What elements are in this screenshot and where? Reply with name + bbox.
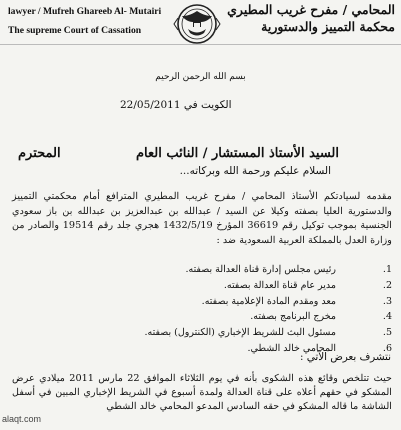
honour-line: نتشرف بعرض الآتي : — [300, 351, 391, 363]
list-item-text: رئيس مجلس إدارة قناة العدالة بصفته. — [185, 264, 336, 275]
list-item-number: 3. — [382, 295, 392, 307]
list-item — [40, 325, 392, 341]
list-item-text: المحامي خالد الشطي. — [247, 342, 336, 354]
intro-paragraph: مقدمه لسيادتكم الأستاذ المحامي / مفرح غريب المطيري المترافع أمام محكمتي التمييز والدستورية العليا بصفته وكيلا عن السيد / عبدالله بن عبدالعزيز بن عبدالله بن باز سعودي الجنسية بموجب توكيل رقم 36619 المؤرخ 1432/5/19 هجري جلد رقم 19514 والصادر من وزارة العدل بالمملكة العربية السعودية ضد : — [12, 191, 392, 247]
list-item-text: معد ومقدم المادة الإعلامية بصفته. — [201, 295, 336, 307]
letterhead-english-name: lawyer / Mufreh Ghareeb Al- Mutairi — [8, 6, 162, 17]
list-item — [40, 262, 392, 278]
letterhead-english-court: The supreme Court of Cassation — [8, 25, 142, 36]
list-item-number: 5. — [382, 327, 392, 339]
letterhead-arabic-name: المحامي / مفرح غريب المطيري — [227, 2, 395, 17]
letterhead-arabic-court: محكمة التمييز والدستورية — [261, 19, 395, 34]
list-item-text: مدير عام قناة العدالة بصفته. — [223, 279, 336, 291]
basmala: بسم الله الرحمن الرحيم — [155, 72, 246, 82]
letter-date: الكويت في 22/05/2011 — [120, 99, 232, 111]
site-watermark: alaqt.com — [2, 414, 42, 424]
list-item-number: 4. — [382, 311, 392, 323]
body-paragraph: حيث تتلخص وقائع هذه الشكوى بأنه في يوم الثلاثاء الموافق 22 مارس 2011 ميلادي عرض المشكو في حقهم أعلاه على قناة العدالة ولمدة أسبوع في الشريط الإخباري المبين في أسفل الشاشة ما قاله المشكو في حقه السادس المدعو المحامي خالد الشطي — [12, 373, 392, 412]
list-item-text: مسئول البث للشريط الإخباري (الكنترول) بصفته. — [144, 327, 336, 339]
list-item-number: 6. — [382, 342, 392, 354]
recipient-honorific: المحترم — [18, 146, 61, 161]
list-item-text: مخرج البرنامج بصفته. — [250, 311, 336, 323]
defendants-list — [40, 262, 392, 357]
list-item — [40, 294, 392, 310]
header-divider — [0, 44, 401, 45]
recipient-title: السيد الأستاذ المستشار / النائب العام — [135, 146, 339, 161]
list-item-number: 2. — [382, 279, 392, 291]
list-item — [40, 278, 392, 294]
greeting: السلام عليكم ورحمة الله وبركاته... — [179, 165, 331, 177]
kuwait-emblem-seal — [172, 2, 222, 46]
list-item — [40, 309, 392, 325]
list-item-number: 1. — [382, 264, 392, 275]
